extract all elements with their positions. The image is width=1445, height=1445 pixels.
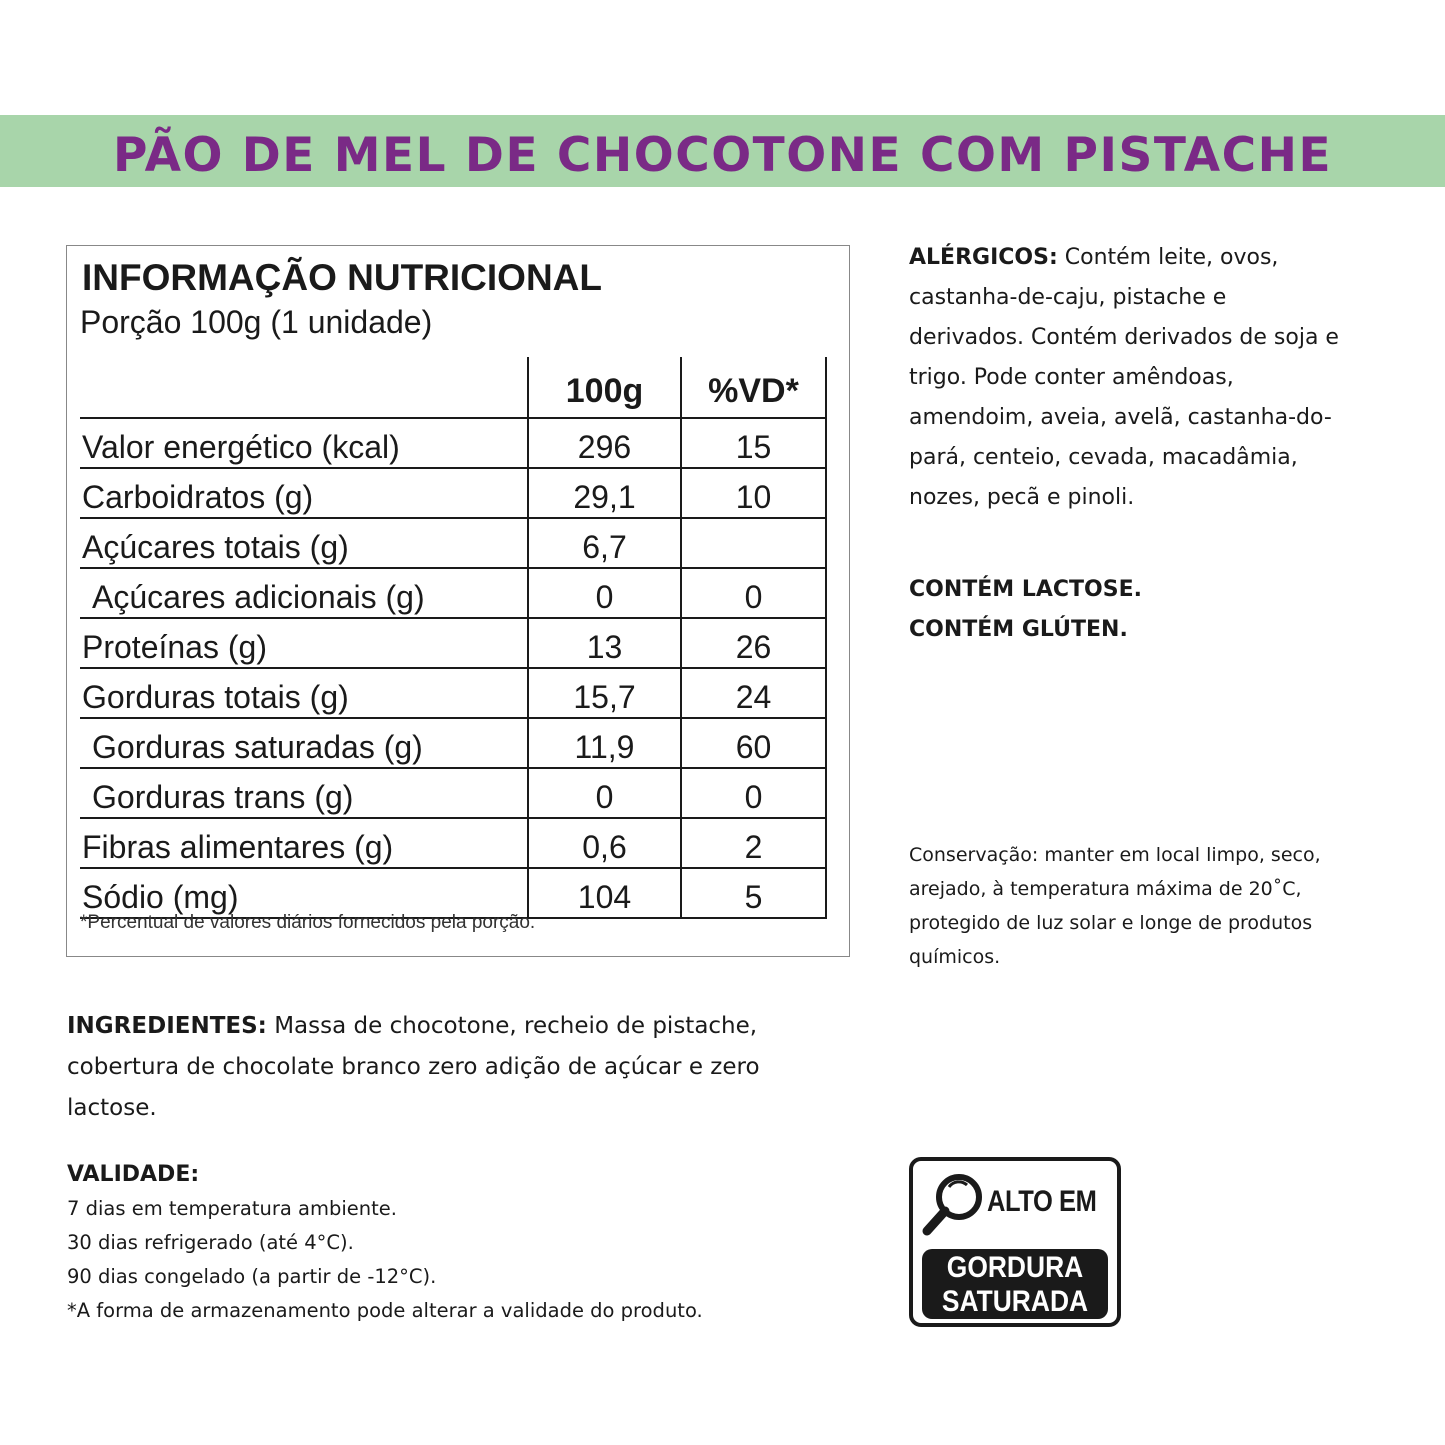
gluten-warning: CONTÉM GLÚTEN.: [909, 617, 1128, 642]
table-row: [80, 818, 826, 868]
conservation-text: Conservação: manter em local limpo, seco, arejado, à temperatura máxima de 20˚C, protegido de luz solar e longe de produtos químicos.: [909, 844, 1321, 968]
allergens-label: ALÉRGICOS:: [909, 245, 1058, 270]
nutrition-title: INFORMAÇÃO NUTRICIONAL: [82, 257, 603, 298]
validity-list: [67, 1192, 847, 1328]
table-row: [80, 518, 826, 568]
nutrient-daily-value: 26: [681, 618, 826, 668]
high-saturated-fat-seal: [909, 1157, 1121, 1327]
nutrition-table: [80, 357, 827, 919]
table-row: [80, 418, 826, 468]
nutrient-daily-value: 60: [681, 718, 826, 768]
nutrient-amount: 13: [528, 618, 681, 668]
nutrient-amount: 296: [528, 418, 681, 468]
nutrient-name: Valor energético (kcal): [82, 429, 400, 465]
column-header-amount: 100g: [528, 357, 681, 418]
table-header-row: [80, 357, 826, 418]
column-header-nutrient: [80, 357, 528, 418]
nutrient-daily-value: 0: [681, 768, 826, 818]
nutrient-amount: 6,7: [528, 518, 681, 568]
nutrient-name: Gorduras saturadas (g): [92, 729, 423, 765]
validity-title: VALIDADE:: [67, 1162, 200, 1187]
seal-line-2: SATURADA: [941, 1285, 1089, 1318]
nutrient-amount: 15,7: [528, 668, 681, 718]
nutrient-name: Gorduras trans (g): [92, 779, 354, 815]
nutrient-daily-value: 15: [681, 418, 826, 468]
seal-bottom-panel: [922, 1249, 1108, 1319]
nutrient-name: Açúcares totais (g): [82, 529, 349, 565]
nutrition-portion: Porção 100g (1 unidade): [80, 304, 433, 340]
lactose-warning: CONTÉM LACTOSE.: [909, 577, 1142, 602]
nutrient-amount: 0: [528, 568, 681, 618]
magnifier-icon: [919, 1167, 987, 1241]
product-title: PÃO DE MEL DE CHOCOTONE COM PISTACHE: [112, 128, 1333, 183]
table-row: [80, 618, 826, 668]
nutrient-amount: 29,1: [528, 468, 681, 518]
table-row: [80, 718, 826, 768]
allergens-text: [909, 238, 1339, 518]
ingredients-text: [67, 1006, 827, 1129]
table-row: [80, 768, 826, 818]
allergen-warnings: [909, 570, 1339, 650]
ingredients-body: Massa de chocotone, recheio de pistache, cobertura de chocolate branco zero adição de açúcar e zero lactose.: [67, 1013, 760, 1121]
nutrient-name: Fibras alimentares (g): [82, 829, 394, 865]
nutrient-amount: 11,9: [528, 718, 681, 768]
nutrient-name: Carboidratos (g): [82, 479, 314, 515]
allergens-body: Contém leite, ovos, castanha-de-caju, pistache e derivados. Contém derivados de soja e trigo. Pode conter amêndoas, amendoim, aveia, avelã, castanha-do-pará, centeio, cevada, macadâmia, nozes, pecã e pinoli.: [909, 245, 1339, 510]
column-header-daily-value: %VD*: [681, 357, 826, 418]
table-row: [80, 868, 826, 918]
validity-line: 30 dias refrigerado (até 4°C).: [67, 1231, 354, 1254]
seal-top-text: ALTO EM: [987, 1185, 1097, 1218]
nutrient-name: Açúcares adicionais (g): [92, 579, 425, 615]
nutrition-footnote: *Percentual de valores diários fornecidos pela porção.: [80, 912, 536, 933]
ingredients-label: INGREDIENTES:: [67, 1013, 267, 1039]
table-row: [80, 568, 826, 618]
nutrient-name: Proteínas (g): [82, 629, 267, 665]
nutrient-name: Sódio (mg): [82, 879, 239, 915]
validity-line: 90 dias congelado (a partir de -12°C).: [67, 1265, 437, 1288]
nutrient-daily-value: 5: [681, 868, 826, 918]
table-row: [80, 468, 826, 518]
nutrient-amount: 0,6: [528, 818, 681, 868]
nutrient-daily-value: 10: [681, 468, 826, 518]
seal-line-1: GORDURA: [946, 1251, 1084, 1284]
nutrient-daily-value: 0: [681, 568, 826, 618]
nutrient-daily-value: 24: [681, 668, 826, 718]
nutrient-amount: 0: [528, 768, 681, 818]
nutrient-daily-value: [681, 518, 826, 568]
nutrient-name: Gorduras totais (g): [82, 679, 349, 715]
nutrient-amount: 104: [528, 868, 681, 918]
validity-line: 7 dias em temperatura ambiente.: [67, 1197, 397, 1220]
validity-line: *A forma de armazenamento pode alterar a validade do produto.: [67, 1299, 703, 1322]
nutrient-daily-value: 2: [681, 818, 826, 868]
table-row: [80, 668, 826, 718]
